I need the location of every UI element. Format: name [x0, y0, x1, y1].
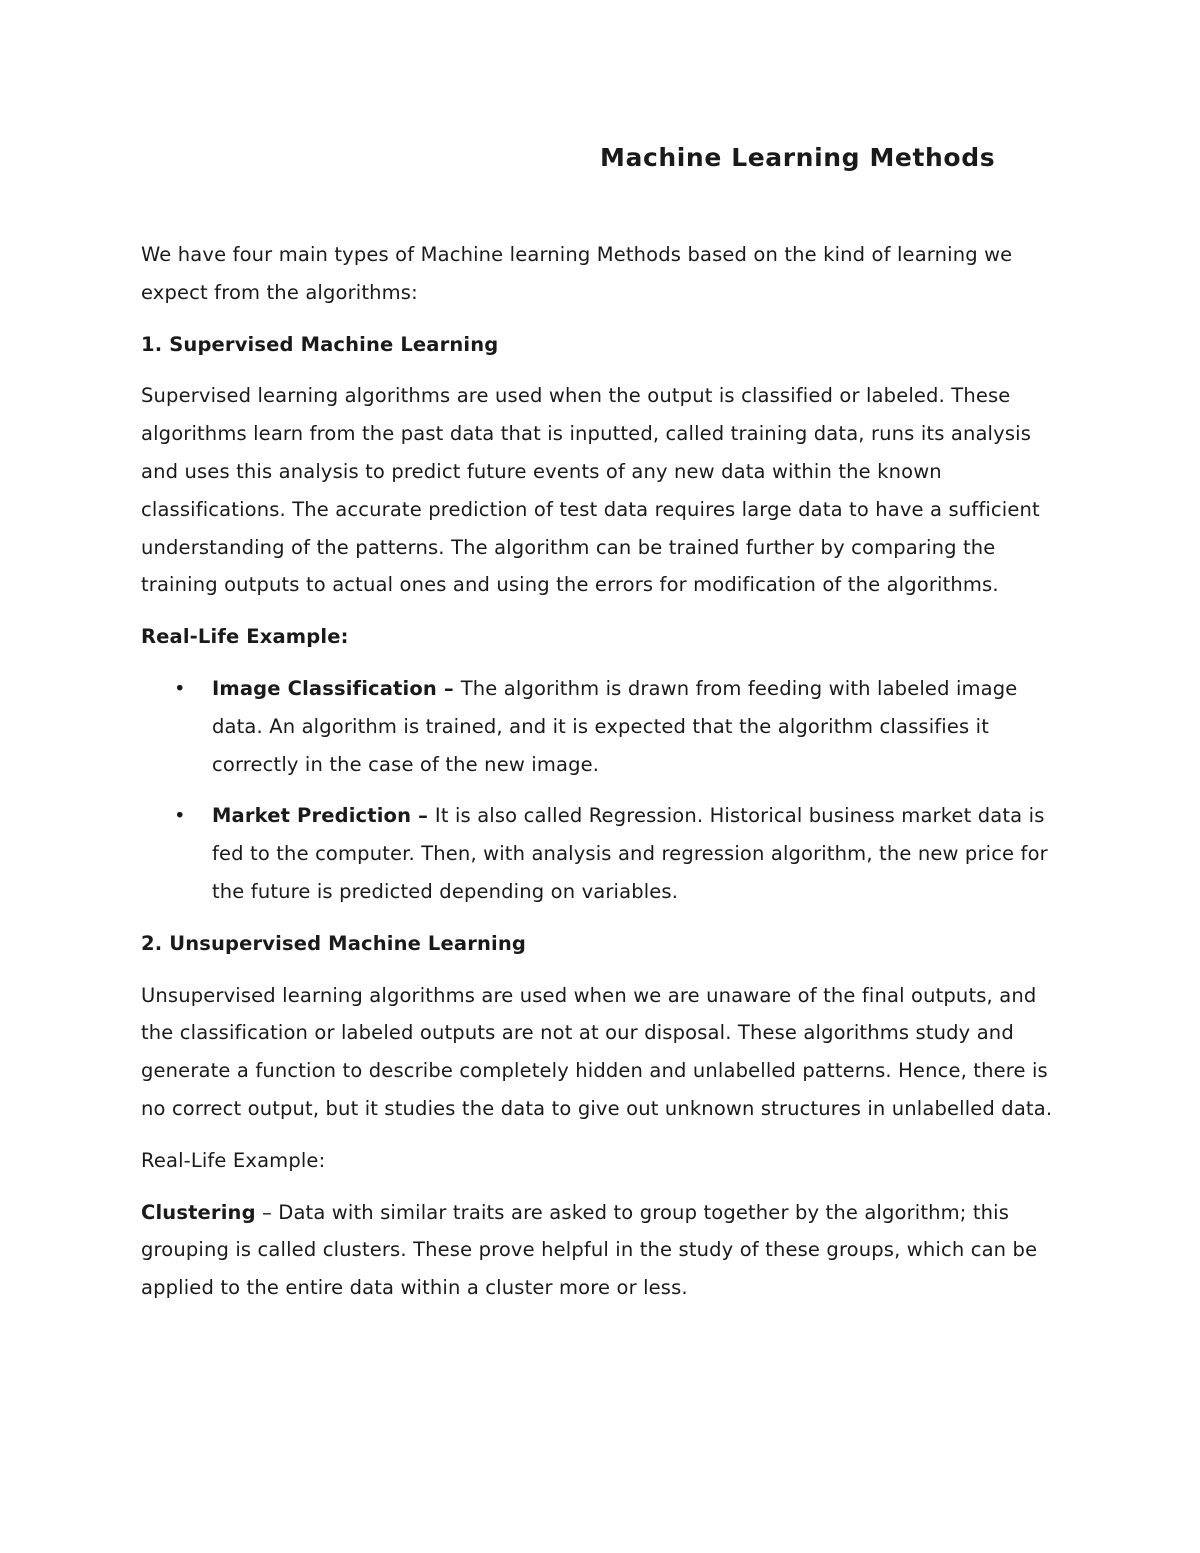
example-term: Clustering [141, 1200, 256, 1224]
example-term: Market Prediction – [212, 804, 435, 828]
bullet-icon: • [174, 804, 186, 828]
section-heading-unsupervised: 2. Unsupervised Machine Learning [141, 931, 526, 955]
example-text: It is also called Regression. Historical business market data is fed to the computer. Then, with analysis and regression algorithm, the new price for the future is predicted depending on variables. [212, 804, 1048, 903]
section-body-supervised: Supervised learning algorithms are used when the output is classified or labeled. These algorithms learn from the past data that is inputted, called training data, runs its analysis and uses this analysis to predict future events of any new data within the known classifications. The accurate prediction of test data requires large data to have a sufficient understanding of the patterns. The algorithm can be trained further by comparing the training outputs to actual ones and using the errors for modification of the algorithms. [141, 384, 1040, 597]
example-clustering [141, 1194, 1066, 1307]
section-heading-supervised: 1. Supervised Machine Learning [141, 332, 499, 356]
document-page [141, 140, 1066, 1321]
example-label-supervised: Real-Life Example: [141, 625, 349, 649]
example-text: The algorithm is drawn from feeding with labeled image data. An algorithm is trained, and it is expected that the algorithm classifies it correctly in the case of the new image. [212, 676, 1018, 776]
section-body-unsupervised: Unsupervised learning algorithms are used when we are unaware of the final outputs, and the classification or labeled outputs are not at our disposal. These algorithms study and generate a function to describe completely hidden and unlabelled patterns. Hence, there is no correct output, but it studies the data to give out unknown structures in unlabelled data. [141, 983, 1053, 1120]
example-list-supervised [141, 670, 1066, 911]
list-item [141, 670, 1066, 783]
document-title: Machine Learning Methods [600, 143, 996, 172]
example-text: – Data with similar traits are asked to group together by the algorithm; this grouping is called clusters. These prove helpful in the study of these groups, which can be applied to the entire data within a cluster more or less. [141, 1200, 1038, 1300]
list-item [141, 797, 1066, 910]
example-label-unsupervised: Real-Life Example: [141, 1148, 326, 1172]
bullet-icon: • [174, 676, 186, 700]
intro-paragraph: We have four main types of Machine learning Methods based on the kind of learning we expect from the algorithms: [141, 243, 1013, 304]
example-term: Image Classification – [212, 676, 461, 700]
